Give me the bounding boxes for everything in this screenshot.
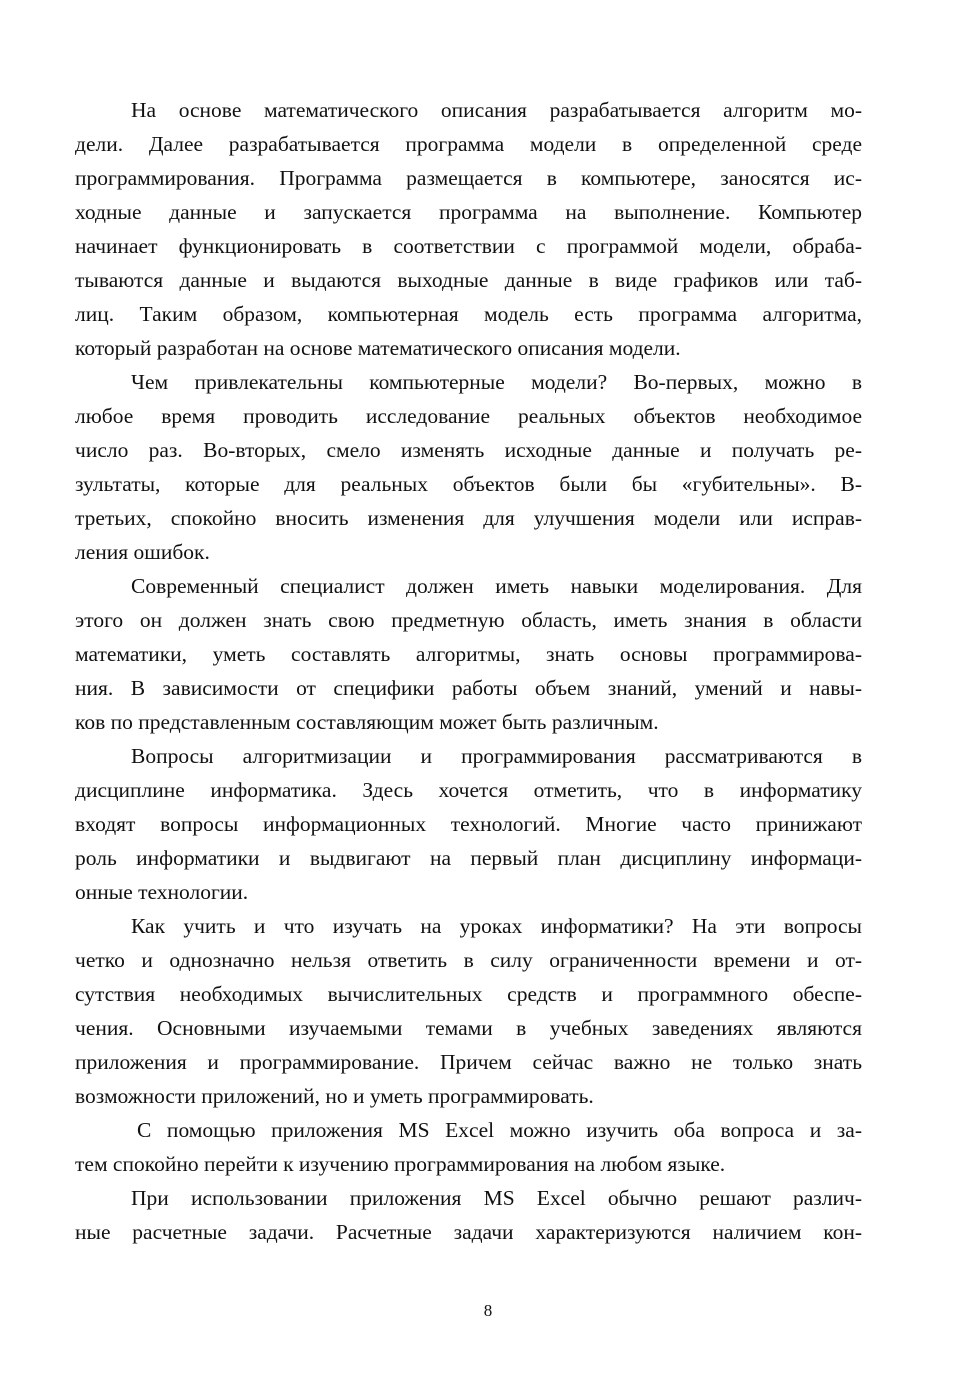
text-line: ков по представленным составляющим может быть различным.: [75, 710, 659, 734]
text-line: онные технологии.: [75, 880, 249, 904]
document-body: [75, 93, 862, 1249]
text-line: ления ошибок.: [75, 540, 210, 564]
text-line: любое время проводить исследование реальных объектов необходимое: [75, 404, 862, 428]
text-line: Вопросы алгоритмизации и программирования рассматриваются в: [131, 744, 862, 768]
page-number: 8: [483, 1301, 493, 1320]
text-line: дели. Далее разрабатывается программа модели в определенной среде: [75, 132, 862, 156]
text-line: который разработан на основе математического описания модели.: [75, 336, 681, 360]
text-line: число раз. Во-вторых, смело изменять исходные данные и получать ре-: [75, 438, 862, 462]
text-line: этого он должен знать свою предметную область, иметь знания в области: [75, 608, 862, 632]
text-line: Современный специалист должен иметь навыки моделирования. Для: [131, 574, 862, 598]
text-line: четко и однозначно нельзя ответить в силу ограниченности времени и от-: [75, 948, 862, 972]
text-line: С помощью приложения MS Excel можно изучить оба вопроса и за-: [137, 1118, 862, 1142]
text-line: Как учить и что изучать на уроках информатики? На эти вопросы: [131, 914, 862, 938]
text-line: роль информатики и выдвигают на первый план дисциплину информаци-: [75, 846, 862, 870]
text-line: входят вопросы информационных технологий. Многие часто принижают: [75, 812, 862, 836]
text-line: При использовании приложения MS Excel обычно решают различ-: [131, 1186, 862, 1210]
text-line: третьих, спокойно вносить изменения для улучшения модели или исправ-: [75, 506, 862, 530]
text-line: зультаты, которые для реальных объектов были бы «губительны». В-: [75, 472, 862, 496]
text-line: ные расчетные задачи. Расчетные задачи характеризуются наличием кон-: [75, 1220, 862, 1244]
text-line: начинает функционировать в соответствии с программой модели, обраба-: [75, 234, 862, 258]
text-line: тываются данные и выдаются выходные данные в виде графиков или таб-: [75, 268, 862, 292]
text-line: чения. Основными изучаемыми темами в учебных заведениях являются: [75, 1016, 862, 1040]
paragraph-6: [75, 1113, 862, 1181]
paragraph-7: [75, 1181, 862, 1249]
text-line: На основе математического описания разрабатывается алгоритм мо-: [131, 98, 862, 122]
text-line: ходные данные и запускается программа на выполнение. Компьютер: [75, 200, 862, 224]
text-line: лиц. Таким образом, компьютерная модель есть программа алгоритма,: [75, 302, 862, 326]
text-line: приложения и программирование. Причем сейчас важно не только знать: [75, 1050, 862, 1074]
paragraph-1: [75, 93, 862, 365]
text-line: ния. В зависимости от специфики работы объем знаний, умений и навы-: [75, 676, 862, 700]
paragraph-5: [75, 909, 862, 1113]
text-line: тем спокойно перейти к изучению программирования на любом языке.: [75, 1152, 726, 1176]
text-line: программирования. Программа размещается в компьютере, заносятся ис-: [75, 166, 862, 190]
text-line: математики, уметь составлять алгоритмы, знать основы программирова-: [75, 642, 862, 666]
text-line: сутствия необходимых вычислительных средств и программного обеспе-: [75, 982, 862, 1006]
text-line: Чем привлекательны компьютерные модели? Во-первых, можно в: [131, 370, 862, 394]
paragraph-3: [75, 569, 862, 739]
paragraph-4: [75, 739, 862, 909]
text-line: дисциплине информатика. Здесь хочется отметить, что в информатику: [75, 778, 862, 802]
text-line: возможности приложений, но и уметь программировать.: [75, 1084, 594, 1108]
paragraph-2: [75, 365, 862, 569]
